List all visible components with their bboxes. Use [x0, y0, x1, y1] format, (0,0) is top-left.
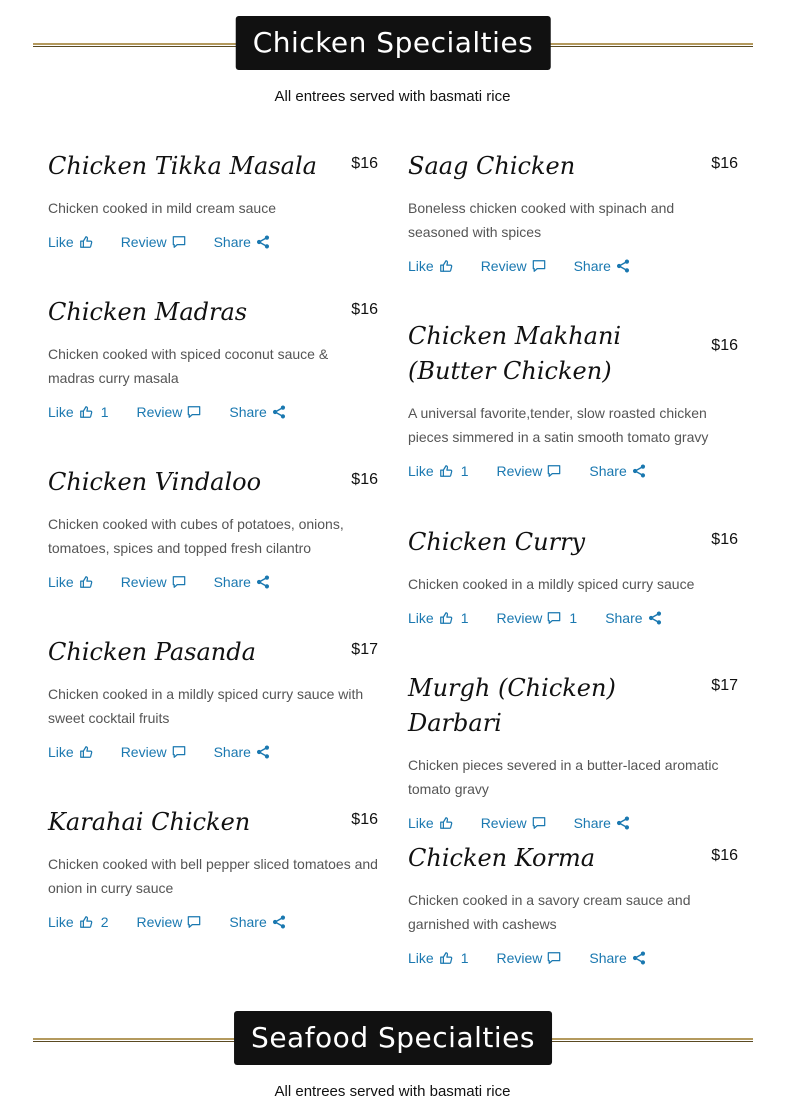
- menu-item: [408, 841, 738, 968]
- thumbs-up-icon: [434, 951, 453, 965]
- share-label: Share: [573, 815, 611, 831]
- review-button[interactable]: [496, 610, 577, 626]
- share-icon: [251, 235, 270, 249]
- like-label: Like: [48, 574, 74, 590]
- item-name: Chicken Curry: [408, 528, 586, 556]
- section-subtitle: All entrees served with basmati rice: [274, 88, 511, 105]
- review-button[interactable]: [496, 950, 561, 966]
- like-button[interactable]: [48, 234, 93, 250]
- comment-icon: [167, 235, 186, 249]
- item-header: [408, 525, 738, 560]
- thumbs-up-icon: [434, 464, 453, 478]
- share-button[interactable]: [229, 914, 285, 930]
- comment-icon: [542, 464, 561, 478]
- item-description: Chicken cooked with bell pepper sliced tomatoes and onion in curry sauce: [48, 856, 378, 896]
- like-label: Like: [48, 744, 74, 760]
- share-icon: [251, 575, 270, 589]
- like-button[interactable]: [48, 574, 93, 590]
- review-label: Review: [496, 463, 543, 479]
- share-label: Share: [213, 744, 251, 760]
- review-label: Review: [480, 258, 527, 274]
- item-header: [48, 465, 378, 500]
- item-header: [48, 635, 378, 670]
- like-button[interactable]: [48, 404, 108, 420]
- item-price: $16: [711, 531, 738, 548]
- item-description: Chicken cooked with cubes of potatoes, onions, tomatoes, spices and topped fresh cilantro: [48, 516, 344, 556]
- review-label: Review: [120, 574, 167, 590]
- like-count: 1: [460, 610, 469, 626]
- review-button[interactable]: [121, 234, 186, 250]
- item-description: Boneless chicken cooked with spinach and seasoned with spices: [408, 200, 675, 240]
- item-price: $17: [351, 641, 378, 658]
- item-actions: [48, 402, 378, 422]
- share-button[interactable]: [214, 744, 270, 760]
- menu-item: [48, 805, 378, 932]
- item-header: [408, 319, 738, 389]
- comment-icon: [182, 405, 201, 419]
- like-label: Like: [408, 950, 434, 966]
- review-button[interactable]: [136, 404, 201, 420]
- item-header: [408, 671, 738, 741]
- share-label: Share: [229, 404, 267, 420]
- share-label: Share: [213, 574, 251, 590]
- like-count: 1: [460, 950, 469, 966]
- like-button[interactable]: [408, 258, 453, 274]
- menu-item: [48, 465, 378, 592]
- like-label: Like: [48, 914, 74, 930]
- comment-icon: [527, 259, 546, 273]
- review-label: Review: [120, 234, 167, 250]
- item-name: Chicken Tikka Masala: [48, 152, 317, 180]
- like-button[interactable]: [48, 914, 108, 930]
- review-label: Review: [136, 914, 183, 930]
- share-label: Share: [589, 463, 627, 479]
- share-button[interactable]: [214, 234, 270, 250]
- item-description: Chicken cooked in a mildly spiced curry sauce with sweet cocktail fruits: [48, 686, 364, 726]
- review-button[interactable]: [496, 463, 561, 479]
- item-header: [48, 149, 378, 184]
- menu-item: [408, 149, 738, 276]
- thumbs-up-icon: [74, 405, 93, 419]
- menu-item: [48, 149, 378, 252]
- share-button[interactable]: [214, 574, 270, 590]
- item-actions: [408, 608, 738, 628]
- share-icon: [611, 259, 630, 273]
- item-price: $16: [711, 155, 738, 172]
- share-icon: [267, 915, 286, 929]
- item-description: Chicken cooked in a mildly spiced curry sauce: [408, 576, 695, 592]
- like-label: Like: [48, 404, 74, 420]
- item-price: $16: [351, 301, 378, 318]
- like-label: Like: [408, 258, 434, 274]
- review-label: Review: [480, 815, 527, 831]
- section-title: Chicken Specialties: [236, 16, 551, 70]
- menu-item: [48, 295, 378, 422]
- item-description: Chicken cooked in mild cream sauce: [48, 200, 276, 216]
- item-actions: [48, 742, 378, 762]
- item-actions: [408, 256, 738, 276]
- comment-icon: [167, 745, 186, 759]
- item-description: Chicken cooked with spiced coconut sauce & madras curry masala: [48, 346, 329, 386]
- like-button[interactable]: [408, 950, 468, 966]
- comment-icon: [542, 611, 561, 625]
- share-button[interactable]: [574, 815, 630, 831]
- like-count: 1: [460, 463, 469, 479]
- item-header: [48, 295, 378, 330]
- comment-icon: [542, 951, 561, 965]
- share-button[interactable]: [574, 258, 630, 274]
- item-description: A universal favorite,tender, slow roasted chicken pieces simmered in a satin smooth tomato gravy: [408, 405, 709, 445]
- item-actions: [48, 912, 378, 932]
- menu-item: [48, 635, 378, 762]
- share-icon: [627, 951, 646, 965]
- share-button[interactable]: [589, 463, 645, 479]
- like-button[interactable]: [48, 744, 93, 760]
- share-button[interactable]: [589, 950, 645, 966]
- share-button[interactable]: [229, 404, 285, 420]
- thumbs-up-icon: [434, 259, 453, 273]
- thumbs-up-icon: [74, 235, 93, 249]
- like-label: Like: [408, 610, 434, 626]
- review-label: Review: [496, 950, 543, 966]
- item-price: $16: [711, 337, 738, 354]
- menu-item: [408, 671, 738, 833]
- item-name: Karahai Chicken: [48, 808, 251, 836]
- item-price: $16: [351, 811, 378, 828]
- item-name: Chicken Pasanda: [48, 638, 256, 666]
- item-name: Chicken Madras: [48, 298, 248, 326]
- review-label: Review: [120, 744, 167, 760]
- review-button[interactable]: [136, 914, 201, 930]
- item-actions: [48, 572, 378, 592]
- like-count: 1: [100, 404, 109, 420]
- like-label: Like: [408, 815, 434, 831]
- item-header: [48, 805, 378, 840]
- item-description: Chicken pieces severed in a butter-laced aromatic tomato gravy: [408, 757, 719, 797]
- item-actions: [48, 232, 378, 252]
- item-price: $16: [711, 847, 738, 864]
- item-actions: [408, 813, 738, 833]
- review-button[interactable]: [121, 744, 186, 760]
- item-name: Chicken Makhani (Butter Chicken): [408, 322, 622, 385]
- comment-icon: [182, 915, 201, 929]
- like-count: 2: [100, 914, 109, 930]
- item-name: Murgh (Chicken) Darbari: [408, 674, 616, 737]
- item-actions: [408, 948, 738, 968]
- item-actions: [408, 461, 738, 481]
- review-count: 1: [569, 610, 578, 626]
- thumbs-up-icon: [434, 611, 453, 625]
- item-name: Saag Chicken: [408, 152, 576, 180]
- thumbs-up-icon: [434, 816, 453, 830]
- share-icon: [611, 816, 630, 830]
- item-name: Chicken Vindaloo: [48, 468, 262, 496]
- item-price: $17: [711, 677, 738, 694]
- section-header-seafood: [33, 1011, 753, 1067]
- thumbs-up-icon: [74, 745, 93, 759]
- section-header-chicken: [33, 16, 753, 72]
- section-subtitle: All entrees served with basmati rice: [274, 1083, 511, 1100]
- share-icon: [251, 745, 270, 759]
- share-icon: [267, 405, 286, 419]
- item-price: $16: [351, 471, 378, 488]
- share-button[interactable]: [605, 610, 661, 626]
- like-button[interactable]: [408, 610, 468, 626]
- section-title: Seafood Specialties: [234, 1011, 552, 1065]
- comment-icon: [527, 816, 546, 830]
- thumbs-up-icon: [74, 915, 93, 929]
- menu-item: [408, 525, 738, 628]
- item-header: [408, 841, 738, 876]
- review-button[interactable]: [481, 258, 546, 274]
- thumbs-up-icon: [74, 575, 93, 589]
- share-icon: [627, 464, 646, 478]
- share-label: Share: [229, 914, 267, 930]
- share-label: Share: [573, 258, 611, 274]
- review-label: Review: [496, 610, 543, 626]
- item-name: Chicken Korma: [408, 844, 596, 872]
- item-description: Chicken cooked in a savory cream sauce and garnished with cashews: [408, 892, 691, 932]
- like-button[interactable]: [408, 815, 453, 831]
- share-icon: [643, 611, 662, 625]
- item-price: $16: [351, 155, 378, 172]
- menu-item: [408, 319, 738, 481]
- review-label: Review: [136, 404, 183, 420]
- comment-icon: [167, 575, 186, 589]
- like-button[interactable]: [408, 463, 468, 479]
- review-button[interactable]: [481, 815, 546, 831]
- share-label: Share: [589, 950, 627, 966]
- share-label: Share: [605, 610, 643, 626]
- like-label: Like: [48, 234, 74, 250]
- share-label: Share: [213, 234, 251, 250]
- item-header: [408, 149, 738, 184]
- like-label: Like: [408, 463, 434, 479]
- review-button[interactable]: [121, 574, 186, 590]
